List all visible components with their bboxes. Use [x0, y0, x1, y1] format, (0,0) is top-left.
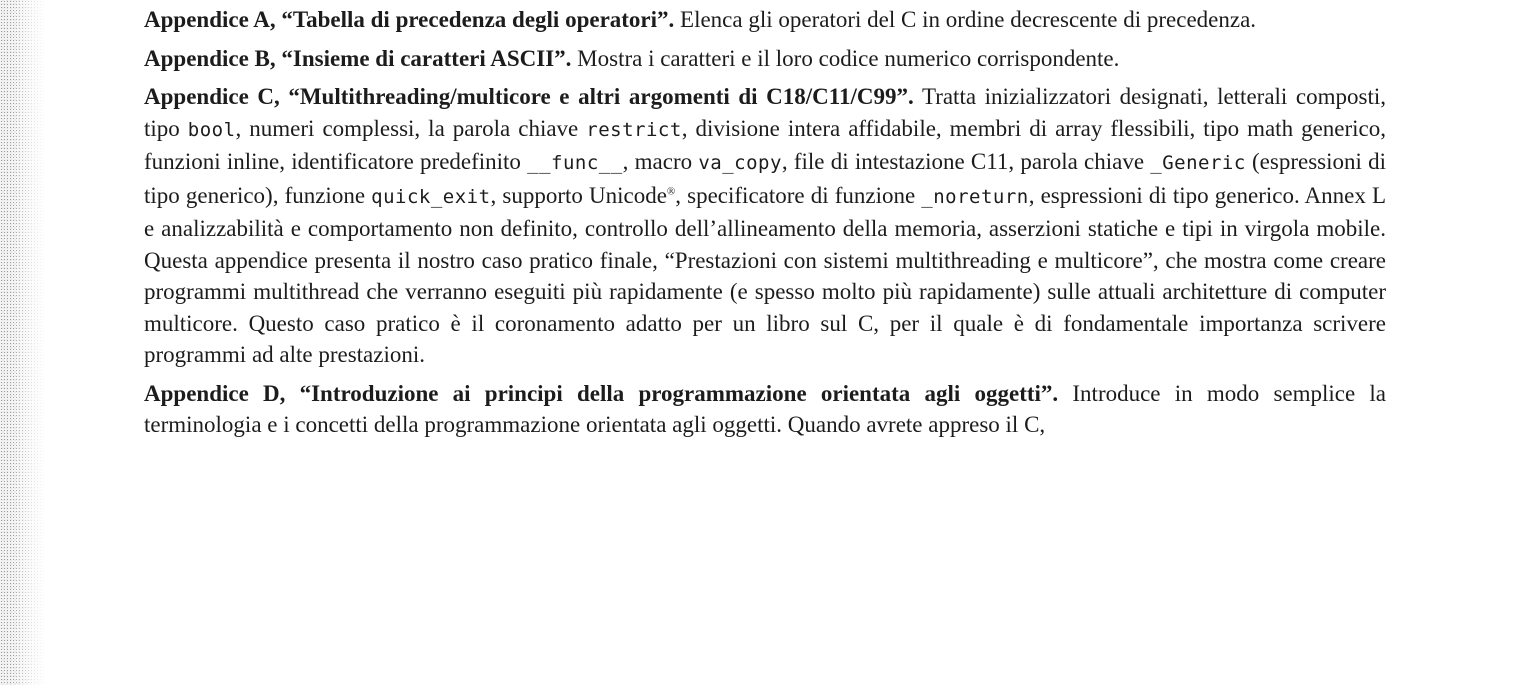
appendix-b-title: Appendice B, “Insieme di caratteri ASCII”. — [144, 45, 572, 71]
appendix-b-body: Mostra i caratteri e il loro codice numerico corrispondente. — [577, 45, 1120, 71]
code-func: __func__ — [527, 152, 623, 174]
appendix-c-text-3: , divisione intera affidabile, membri di array flessibili, tipo math generico, funzioni inline, identificatore predefinito — [144, 115, 1386, 174]
appendix-c-text-4: , macro — [622, 149, 693, 174]
appendix-c-paragraph — [144, 81, 1386, 371]
appendix-c-text-6: (espressioni di tipo generico), funzione — [144, 149, 1386, 208]
appendix-d-body: Introduce in modo semplice la terminologia e i concetti della programmazione orientata agli oggetti. Quando avrete appreso il C, — [144, 380, 1386, 437]
appendix-a-body: Elenca gli operatori del C in ordine decrescente di precedenza. — [680, 7, 1257, 32]
appendix-c-text-2: , numeri complessi, la parola chiave — [235, 115, 579, 141]
appendix-list — [144, 4, 1386, 448]
code-noreturn: _noreturn — [921, 185, 1029, 208]
appendix-c-text-8: , specificatore di funzione — [675, 182, 916, 208]
appendix-d-paragraph — [144, 378, 1386, 441]
appendix-a-paragraph — [144, 4, 1386, 36]
appendix-d-title: Appendice D, “Introduzione ai principi della programmazione orientata agli oggetti”. — [144, 380, 1059, 406]
appendix-a-title: Appendice A, “Tabella di precedenza degli operatori”. — [144, 7, 675, 32]
code-generic: _Generic — [1150, 152, 1246, 174]
code-bool: bool — [187, 118, 236, 141]
scanned-page-edge — [0, 0, 46, 685]
appendix-c-text-5: , file di intestazione C11, parola chiave — [781, 149, 1145, 174]
code-restrict: restrict — [586, 118, 682, 141]
appendix-c-title: Appendice C, “Multithreading/multicore e altri argomenti di C18/C11/C99”. — [144, 84, 914, 109]
code-quick-exit: quick_exit — [371, 185, 491, 208]
appendix-c-text-7: , supporto Unicode — [490, 182, 667, 208]
registered-mark: ® — [666, 184, 676, 197]
appendix-b-paragraph — [144, 43, 1386, 75]
appendix-c-text-1: Tratta inizializzatori designati, letterali composti, tipo — [144, 84, 1386, 141]
code-va-copy: va_copy — [698, 152, 782, 174]
appendix-c-text-9: , espressioni di tipo generico. Annex L e analizzabilità e comportamento non definito, controllo dell’allineamento della memoria, asserzioni statiche e tipi in virgola mobile. Questa appendice presenta il nostro caso pratico finale, “Prestazioni con sistemi multithreading e multicore”, che mostra come creare programmi multithread che verranno eseguiti più rapidamente (e spesso molto più rapidamente) sulle attuali architetture di computer multicore. Questo caso pratico è il coronamento adatto per un libro sul C, per il quale è di fondamentale importanza scrivere programmi ad alte prestazioni. — [144, 182, 1387, 367]
